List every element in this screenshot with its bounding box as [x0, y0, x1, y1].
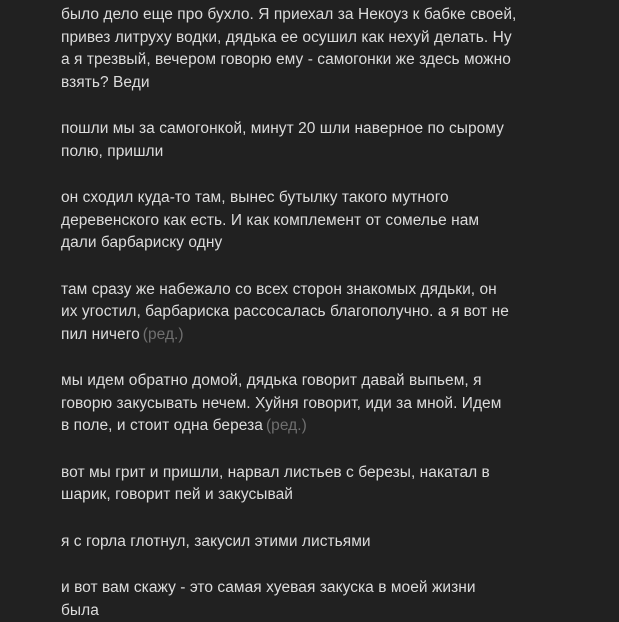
message-text[interactable] — [61, 118, 579, 163]
message-line-text: в поле, и стоит одна береза — [61, 417, 263, 434]
message-line-last — [61, 324, 579, 347]
message-line-text: пил ничего — [61, 326, 140, 343]
message-line: говорю закусывать нечем. Хуйня говорит, иди за мной. Идем — [61, 393, 579, 416]
message-line: полю, пришли — [61, 141, 579, 164]
message-line: я с горла глотнул, закусил этими листьями — [61, 531, 579, 554]
message-line: вот мы грит и пришли, нарвал листьев с березы, накатал в — [61, 462, 579, 485]
message-line: было дело еще про бухло. Я приехал за Некоуз к бабке своей, — [61, 4, 579, 27]
message-line: он сходил куда-то там, вынес бутылку такого мутного — [61, 187, 579, 210]
message-text[interactable] — [61, 531, 579, 554]
message-text[interactable] — [61, 577, 579, 622]
message-text[interactable] — [61, 462, 579, 507]
message-text[interactable] — [61, 279, 579, 347]
message-line: привез литруху водки, дядька ее осушил как нехуй делать. Ну — [61, 27, 579, 50]
message-line: взять? Веди — [61, 72, 579, 95]
message-line: их угостил, барбариска рассосалась благополучно. а я вот не — [61, 301, 579, 324]
message-text[interactable] — [61, 4, 579, 94]
message-line: а я трезвый, вечером говорю ему - самогонки же здесь можно — [61, 49, 579, 72]
message-line: дали барбариску одну — [61, 232, 579, 255]
message-line-last — [61, 415, 579, 438]
message-text[interactable] — [61, 370, 579, 438]
message-line: мы идем обратно домой, дядька говорит давай выпьем, я — [61, 370, 579, 393]
edited-marker: (ред.) — [143, 326, 184, 343]
message-text[interactable] — [61, 187, 579, 255]
message-line: там сразу же набежало со всех сторон знакомых дядьки, он — [61, 279, 579, 302]
message-line: шарик, говорит пей и закусывай — [61, 484, 579, 507]
message-line: и вот вам скажу - это самая хуевая закуска в моей жизни — [61, 577, 579, 600]
message-line: пошли мы за самогонкой, минут 20 шли наверное по сырому — [61, 118, 579, 141]
edited-marker: (ред.) — [266, 417, 307, 434]
message-line: деревенского как есть. И как комплемент от сомелье нам — [61, 210, 579, 233]
message-line: была — [61, 600, 579, 622]
